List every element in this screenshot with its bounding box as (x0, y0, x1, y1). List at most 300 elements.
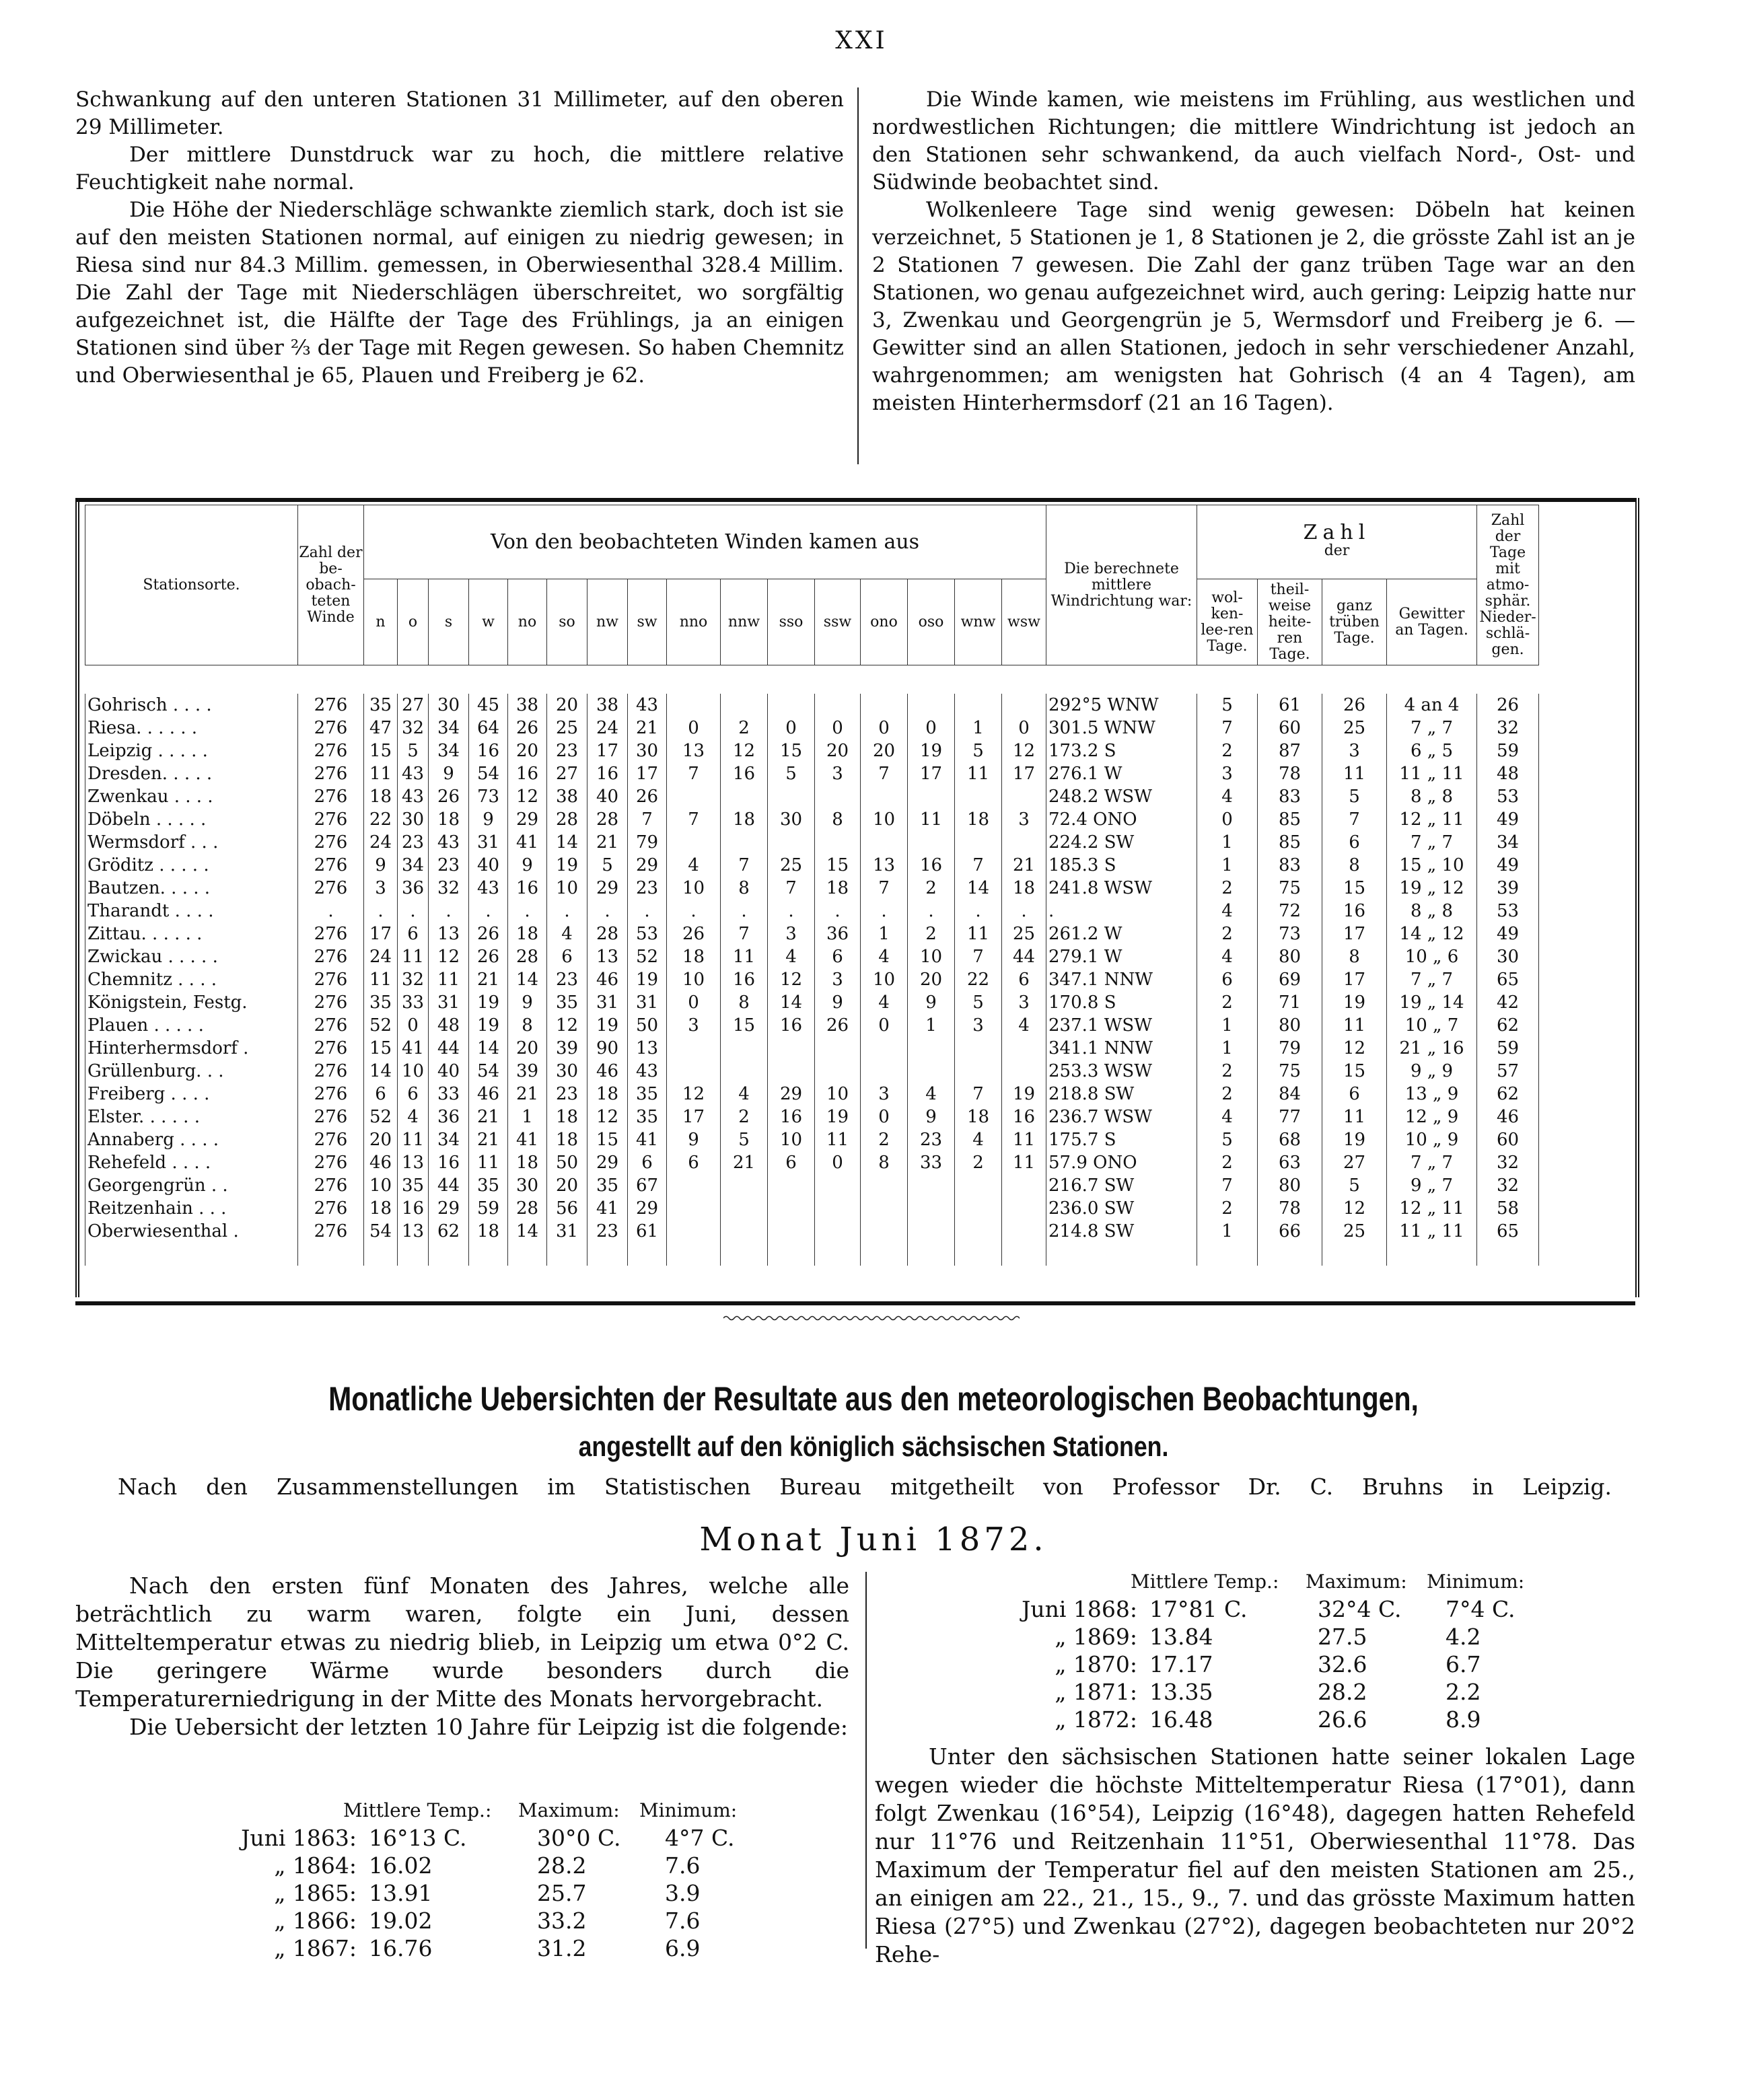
table-cell: 6 (628, 1151, 667, 1174)
table-cell: 46 (364, 1151, 398, 1174)
table-cell: 16 (721, 968, 768, 991)
temp-cell: 26.6 (1318, 1706, 1367, 1733)
table-cell: 5 (955, 991, 1002, 1014)
sub-heading: angestellt auf den königlich sächsischen Stationen. (578, 1431, 1169, 1462)
table-cell: 29 (768, 1083, 815, 1106)
table-cell (955, 1037, 1002, 1060)
table-cell (815, 1197, 861, 1220)
table-cell: 7 (861, 877, 908, 900)
table-cell: 23 (398, 831, 429, 854)
table-cell: 78 (1258, 762, 1322, 785)
table-cell: . (955, 900, 1002, 922)
table-cell (908, 1197, 955, 1220)
table-cell: 7 (1197, 717, 1258, 739)
temp-cell: „ 1865: (274, 1880, 357, 1906)
table-cell: 3 (815, 762, 861, 785)
table-cell: 59 (1477, 739, 1539, 762)
table-cell: 16 (398, 1197, 429, 1220)
table-cell: 79 (1258, 1037, 1322, 1060)
table-cell (768, 831, 815, 854)
table-cell: 2 (721, 1106, 768, 1128)
table-cell: 12 (721, 739, 768, 762)
table-cell: 29 (508, 808, 547, 831)
table-cell: 17 (1002, 762, 1046, 785)
temp-max-header: Maximum: (1306, 1570, 1407, 1593)
temp-cell: 28.2 (537, 1852, 587, 1879)
table-cell: 54 (469, 1060, 508, 1083)
table-cell: 12 (768, 968, 815, 991)
table-cell: 32 (1477, 1174, 1539, 1197)
table-cell: 35 (469, 1174, 508, 1197)
table-cell: 4 (908, 1083, 955, 1106)
table-cell: 12 (429, 945, 469, 968)
header-dir: no (508, 579, 547, 665)
table-cell: 10 „ 6 (1387, 945, 1477, 968)
table-cell: 9 (469, 808, 508, 831)
table-cell: 36 (398, 877, 429, 900)
temp-cell: 16.02 (369, 1852, 433, 1879)
table-cell: 21 (469, 1128, 508, 1151)
table-cell: 25 (1322, 717, 1387, 739)
temp-row (1009, 1678, 1546, 1706)
table-row (85, 831, 1539, 854)
temp-cell: 28.2 (1318, 1679, 1367, 1705)
table-row (85, 694, 1539, 717)
table-cell: 18 (547, 1106, 587, 1128)
table-cell: 9 (429, 762, 469, 785)
table-cell: 26 (628, 785, 667, 808)
table-cell: 24 (364, 831, 398, 854)
left-column-bottom (75, 1572, 849, 1741)
temp-cell: 25.7 (537, 1880, 587, 1906)
table-cell: 18 (587, 1083, 628, 1106)
table-cell: 3 (1322, 739, 1387, 762)
temp-cell: 33.2 (537, 1908, 587, 1934)
table-cell (955, 1220, 1002, 1243)
paragraph: Unter den sächsischen Stationen hatte seiner lokalen Lage wegen wieder die höchste Mitteltemperatur Riesa (17°01), dann folgt Zwenkau (16°54), Leipzig (16°48), dagegen hatten Rehefeld nur 11°76 und Reitzenhain 11°51, Oberwiesenthal 11°78. Das Maximum der Temperatur fiel auf den meisten Stationen am 25., an einigen am 22., 21., 15., 9., 7. und das grösste Maximum hatten Riesa (27°5) und Zwenkau (27°2), dagegen beobachteten nur 20°2 Rehe- (875, 1743, 1635, 1967)
table-cell: 15 (587, 1128, 628, 1151)
table-cell: 21 (587, 831, 628, 854)
table-cell: 1 (1197, 1014, 1258, 1037)
table-cell: 18 (364, 785, 398, 808)
table-cell: 276 (298, 991, 364, 1014)
table-cell: 11 (908, 808, 955, 831)
table-cell: 31 (469, 831, 508, 854)
table-cell: 64 (469, 717, 508, 739)
table-cell: 10 (815, 1083, 861, 1106)
table-row (85, 762, 1539, 785)
temp-cell: 30°0 C. (537, 1825, 621, 1851)
header-zahl (1197, 505, 1477, 579)
header-precip-days: Zahl der Tage mit atmo-sphär. Nieder-schlä-gen. (1477, 505, 1539, 665)
table-cell: 276 (298, 1083, 364, 1106)
table-cell: 75 (1258, 877, 1322, 900)
table-cell: 4 (398, 1106, 429, 1128)
table-cell: 13 (861, 854, 908, 877)
temp-cell: 4.2 (1446, 1624, 1481, 1650)
table-cell: 16 (721, 762, 768, 785)
table-cell (1002, 1174, 1046, 1197)
table-cell: 248.2 WSW (1046, 785, 1197, 808)
table-row (85, 1197, 1539, 1220)
table-cell: 279.1 W (1046, 945, 1197, 968)
table-cell (667, 1220, 721, 1243)
table-cell: 78 (1258, 1197, 1322, 1220)
table-cell: 40 (469, 854, 508, 877)
table-cell: . (469, 900, 508, 922)
table-cell: 46 (587, 1060, 628, 1083)
table-cell: 72.4 ONO (1046, 808, 1197, 831)
table-cell: 276 (298, 717, 364, 739)
table-cell: 292°5 WNW (1046, 694, 1197, 717)
station-name: Riesa. . . . . . (85, 717, 298, 739)
station-name: Grüllenburg. . . (85, 1060, 298, 1083)
table-cell: 276 (298, 1037, 364, 1060)
table-cell: 3 (364, 877, 398, 900)
header-winds: Von den beobachteten Winden kamen aus (364, 505, 1046, 579)
table-cell: 12 „ 11 (1387, 808, 1477, 831)
table-cell: 6 (815, 945, 861, 968)
table-cell: 54 (469, 762, 508, 785)
table-cell: 30 (628, 739, 667, 762)
table-cell (861, 1060, 908, 1083)
table-cell: 0 (667, 717, 721, 739)
table-cell: 26 (815, 1014, 861, 1037)
table-cell: 21 (469, 1106, 508, 1128)
table-cell: 29 (587, 1151, 628, 1174)
table-cell (768, 785, 815, 808)
table-cell: 34 (1477, 831, 1539, 854)
table-cell: 15 (815, 854, 861, 877)
table-cell (667, 1174, 721, 1197)
table-cell: 3 (1002, 991, 1046, 1014)
table-row (85, 991, 1539, 1014)
temp-cell: 17.17 (1149, 1651, 1213, 1677)
table-cell: 19 „ 12 (1387, 877, 1477, 900)
table-cell: 14 (768, 991, 815, 1014)
table-cell (1002, 1060, 1046, 1083)
table-cell: 7 „ 7 (1387, 831, 1477, 854)
table-cell: 13 „ 9 (1387, 1083, 1477, 1106)
table-cell: 6 (364, 1083, 398, 1106)
table-cell (1002, 831, 1046, 854)
table-cell: 4 an 4 (1387, 694, 1477, 717)
station-name: Gröditz . . . . . (85, 854, 298, 877)
table-cell (768, 694, 815, 717)
table-cell (721, 1220, 768, 1243)
table-cell: 7 (768, 877, 815, 900)
table-cell: 6 (1322, 831, 1387, 854)
table-cell (721, 785, 768, 808)
table-row (85, 785, 1539, 808)
table-cell: 3 (768, 922, 815, 945)
temp-mean-header: Mittlere Temp.: (343, 1799, 492, 1821)
temp-cell: 31.2 (537, 1935, 587, 1961)
station-name: Hinterhermsdorf . (85, 1037, 298, 1060)
table-cell: 276 (298, 1151, 364, 1174)
table-cell: 2 (955, 1151, 1002, 1174)
table-cell: 6 (398, 922, 429, 945)
temp-cell: „ 1870: (1055, 1651, 1137, 1677)
table-cell: 19 (587, 1014, 628, 1037)
temp-cell: „ 1866: (274, 1908, 357, 1934)
table-row (85, 1151, 1539, 1174)
table-cell: 4 (547, 922, 587, 945)
table-cell: . (1046, 900, 1197, 922)
table-cell: 14 (547, 831, 587, 854)
station-name: Georgengrün . . (85, 1174, 298, 1197)
station-name: Dresden. . . . . (85, 762, 298, 785)
temp-cell: 6.9 (665, 1935, 701, 1961)
table-cell: 10 (768, 1128, 815, 1151)
table-cell: 20 (815, 739, 861, 762)
table-cell: 52 (628, 945, 667, 968)
table-cell: 13 (398, 1220, 429, 1243)
station-name: Königstein, Festg. (85, 991, 298, 1014)
table-cell: 21 (628, 717, 667, 739)
table-cell: 4 (955, 1128, 1002, 1151)
table-cell: 34 (429, 739, 469, 762)
table-cell: 276 (298, 854, 364, 877)
station-name: Reitzenhain . . . (85, 1197, 298, 1220)
table-cell: 30 (429, 694, 469, 717)
author-line: Nach den Zusammenstellungen im Statistischen Bureau mitgetheilt von Professor Dr. C. Bruhns in Leipzig. (118, 1474, 1612, 1500)
table-cell: 11 (364, 968, 398, 991)
table-cell: 9 (908, 991, 955, 1014)
table-cell: 13 (667, 739, 721, 762)
table-cell: 301.5 WNW (1046, 717, 1197, 739)
table-cell: 9 (364, 854, 398, 877)
table-cell (861, 1220, 908, 1243)
table-cell: 10 (908, 945, 955, 968)
table-cell: 46 (1477, 1106, 1539, 1128)
temp-row (229, 1907, 766, 1934)
table-cell: 35 (628, 1106, 667, 1128)
table-cell: 276 (298, 922, 364, 945)
table-cell: 9 (667, 1128, 721, 1151)
table-cell: 30 (547, 1060, 587, 1083)
table-cell: 80 (1258, 1014, 1322, 1037)
table-cell: 224.2 SW (1046, 831, 1197, 854)
paragraph: Die Höhe der Niederschläge schwankte ziemlich stark, doch ist sie auf den meisten Stationen normal, auf einigen zu niedrig gewesen; in Riesa sind nur 84.3 Millim. gemessen, in Oberwiesenthal 328.4 Millim. Die Zahl der Tage mit Niederschlägen überschreitet, wo sorgfältig aufgezeichnet ist, die Hälfte der Tage des Frühlings, ja an einigen Stationen sind über ⅔ der Tage mit Regen gewesen. So haben Chemnitz und Oberwiesenthal je 65, Plauen und Freiberg je 62. (75, 198, 844, 388)
table-cell: 43 (628, 694, 667, 717)
table-cell: 41 (508, 1128, 547, 1151)
table-cell: 85 (1258, 831, 1322, 854)
table-cell: 41 (398, 1037, 429, 1060)
table-cell: 216.7 SW (1046, 1174, 1197, 1197)
table-cell: 22 (364, 808, 398, 831)
temp-cell: „ 1869: (1055, 1624, 1137, 1650)
table-cell: 17 (667, 1106, 721, 1128)
table-cell: 16 (587, 762, 628, 785)
table-cell: . (861, 900, 908, 922)
table-cell: 19 (469, 1014, 508, 1037)
table-cell: 347.1 NNW (1046, 968, 1197, 991)
table-cell: 13 (398, 1151, 429, 1174)
table-cell: 6 (547, 945, 587, 968)
table-cell: 236.0 SW (1046, 1197, 1197, 1220)
temp-max-header: Maximum: (518, 1799, 620, 1821)
table-cell: 68 (1258, 1128, 1322, 1151)
table-cell: 23 (547, 739, 587, 762)
table-cell: 6 (667, 1151, 721, 1174)
table-cell: 32 (1477, 717, 1539, 739)
table-cell: 90 (587, 1037, 628, 1060)
header-dir: oso (908, 579, 955, 665)
table-row (85, 1060, 1539, 1083)
table-cell: 4 (861, 991, 908, 1014)
table-cell: 9 (508, 991, 547, 1014)
table-cell: 241.8 WSW (1046, 877, 1197, 900)
temp-cell: 13.84 (1149, 1624, 1213, 1650)
table-cell: 12 (587, 1106, 628, 1128)
table-cell: 35 (398, 1174, 429, 1197)
table-cell: 276 (298, 1220, 364, 1243)
temp-table-right (1009, 1568, 1546, 1733)
header-total: Zahl der be-obach-teten Winde (298, 505, 364, 665)
table-cell: 21 „ 16 (1387, 1037, 1477, 1060)
table-cell: 10 (398, 1060, 429, 1083)
table-cell: 32 (398, 717, 429, 739)
table-cell: 7 „ 7 (1387, 968, 1477, 991)
temp-row (229, 1879, 766, 1907)
table-cell: . (429, 900, 469, 922)
temp-cell: 3.9 (665, 1880, 701, 1906)
table-cell: 28 (587, 808, 628, 831)
table-cell: 1 (861, 922, 908, 945)
station-name: Wermsdorf . . . (85, 831, 298, 854)
table-cell: 3 (815, 968, 861, 991)
table-cell: 33 (398, 991, 429, 1014)
temp-cell: 19.02 (369, 1908, 433, 1934)
table-cell: 1 (1197, 1037, 1258, 1060)
table-cell: 62 (1477, 1014, 1539, 1037)
temp-row (229, 1934, 766, 1962)
station-name: Gohrisch . . . . (85, 694, 298, 717)
station-name: Bautzen. . . . . (85, 877, 298, 900)
table-cell: 2 (1197, 991, 1258, 1014)
table-cell (861, 1037, 908, 1060)
table-cell: 12 „ 9 (1387, 1106, 1477, 1128)
table-cell: 9 (508, 854, 547, 877)
table-cell: 41 (508, 831, 547, 854)
table-cell: 11 „ 11 (1387, 1220, 1477, 1243)
table-cell: 16 (1002, 1106, 1046, 1128)
station-name: Elster. . . . . . (85, 1106, 298, 1128)
table-cell: 65 (1477, 968, 1539, 991)
table-cell (721, 1174, 768, 1197)
table-cell: 49 (1477, 854, 1539, 877)
temp-cell: 17°81 C. (1149, 1596, 1248, 1622)
temp-cell: 7.6 (665, 1908, 701, 1934)
header-overcast-days: ganz trüben Tage. (1322, 579, 1387, 665)
temp-row (229, 1824, 766, 1852)
paragraph: Wolkenleere Tage sind wenig gewesen: Döbeln hat keinen verzeichnet, 5 Stationen je 1, 8 Stationen je 2, die grösste Zahl ist an je 2 Stationen 7 gewesen. Die Zahl der ganz trüben Tage war an den Stationen, wo genau aufgezeichnet wird, auch gering: Leipzig hatte nur 3, Zwenkau und Georgengrün je 5, Wermsdorf und Freiberg je 6. — Gewitter sind an allen Stationen, jedoch in sehr verschiedener Anzahl, wahrgenommen; am wenigsten hat Gohrisch (4 an 4 Tagen), am meisten Hinterhermsdorf (21 an 16 Tagen). (872, 198, 1635, 415)
table-cell: 62 (429, 1220, 469, 1243)
table-cell: 19 (628, 968, 667, 991)
temp-header (343, 1797, 766, 1824)
table-cell: 41 (587, 1197, 628, 1220)
wavy-divider (723, 1313, 1020, 1323)
header-dir: nno (667, 579, 721, 665)
table-cell: 29 (429, 1197, 469, 1220)
table-cell: 43 (398, 762, 429, 785)
table-cell: 237.1 WSW (1046, 1014, 1197, 1037)
table-cell (1002, 785, 1046, 808)
header-dir: sso (768, 579, 815, 665)
table-cell: 17 (908, 762, 955, 785)
table-cell: 84 (1258, 1083, 1322, 1106)
table-cell: 53 (1477, 900, 1539, 922)
table-cell: 44 (1002, 945, 1046, 968)
station-name: Rehefeld . . . . (85, 1151, 298, 1174)
table-row (85, 922, 1539, 945)
table-cell: 12 (667, 1083, 721, 1106)
table-cell: 26 (667, 922, 721, 945)
table-cell: 8 (721, 991, 768, 1014)
table-cell: 43 (398, 785, 429, 808)
table-cell: 261.2 W (1046, 922, 1197, 945)
table-cell: 26 (508, 717, 547, 739)
table-cell: 5 (1197, 1128, 1258, 1151)
table-cell: 48 (1477, 762, 1539, 785)
table-cell: 29 (587, 877, 628, 900)
table-cell (721, 1037, 768, 1060)
table-cell: 236.7 WSW (1046, 1106, 1197, 1128)
table-cell: 214.8 SW (1046, 1220, 1197, 1243)
temp-cell: 6.7 (1446, 1651, 1481, 1677)
table-cell (1002, 694, 1046, 717)
table-cell: 17 (1322, 968, 1387, 991)
table-cell (768, 1197, 815, 1220)
table-cell (955, 785, 1002, 808)
month-heading: Monat Juni 1872. (699, 1521, 1048, 1558)
table-cell: 18 (955, 808, 1002, 831)
table-cell: 66 (1258, 1220, 1322, 1243)
table-cell: 32 (398, 968, 429, 991)
table-cell: 34 (398, 854, 429, 877)
table-cell: 5 (1322, 785, 1387, 808)
zahl-label: Zahl (1303, 521, 1371, 544)
table-row (85, 945, 1539, 968)
table-cell: . (508, 900, 547, 922)
table-cell: 40 (587, 785, 628, 808)
table-cell: 12 (1322, 1037, 1387, 1060)
station-name: Tharandt . . . . (85, 900, 298, 922)
station-name: Oberwiesenthal . (85, 1220, 298, 1243)
table-cell: 4 (721, 1083, 768, 1106)
table-cell: 5 (721, 1128, 768, 1151)
table-cell: 19 (547, 854, 587, 877)
table-cell: 19 (1002, 1083, 1046, 1106)
table-cell: 7 (861, 762, 908, 785)
table-cell: 67 (628, 1174, 667, 1197)
table-cell: 14 (955, 877, 1002, 900)
table-cell: 33 (908, 1151, 955, 1174)
table-cell: 20 (508, 739, 547, 762)
table-cell: 8 (815, 808, 861, 831)
table-cell: 9 (815, 991, 861, 1014)
table-cell: 83 (1258, 785, 1322, 808)
table-cell: 26 (1322, 694, 1387, 717)
header-dir: s (429, 579, 469, 665)
table-right-border (1630, 498, 1639, 1297)
station-name: Zittau. . . . . . (85, 922, 298, 945)
table-cell (861, 694, 908, 717)
paragraph: Die Winde kamen, wie meistens im Frühling, aus westlichen und nordwestlichen Richtungen; die mittlere Windrichtung ist jedoch an den Stationen sehr schwankend, da auch vielfach Nord-, Ost- und Südwinde beobachtet sind. (872, 87, 1635, 194)
table-cell: 41 (628, 1128, 667, 1151)
table-cell: 276 (298, 762, 364, 785)
